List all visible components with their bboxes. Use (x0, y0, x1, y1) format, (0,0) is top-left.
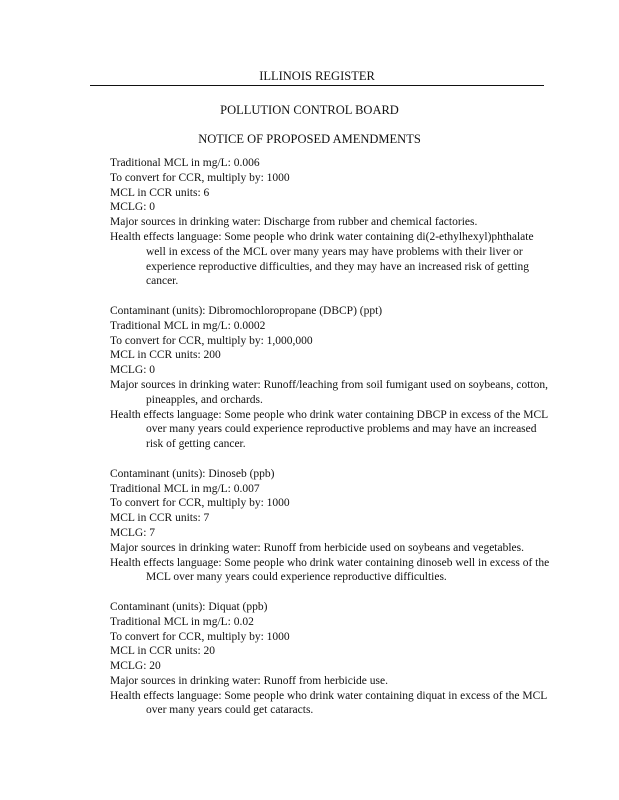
contaminant-block-dbcp (110, 304, 550, 452)
health-effects: Health effects language: Some people who drink water containing dinoseb well in excess of the MCL over many years could experience reproductive difficulties. (110, 556, 550, 584)
register-header: ILLINOIS REGISTER (90, 68, 544, 86)
contaminant-name: Contaminant (units): Diquat (ppb) (110, 600, 268, 613)
mclg: MCLG: 20 (110, 660, 161, 673)
major-sources: Major sources in drinking water: Runoff/leaching from soil fumigant used on soybeans, cotton, pineapples, and orchards. (110, 378, 548, 406)
traditional-mcl: Traditional MCL in mg/L: 0.02 (110, 615, 254, 628)
mclg: MCLG: 0 (110, 201, 156, 214)
contaminant-name: Contaminant (units): Dibromochloropropane (DBCP) (ppt) (110, 304, 383, 317)
ccr-conversion: To convert for CCR, multiply by: 1000 (110, 171, 290, 184)
mcl-ccr-units: MCL in CCR units: 7 (110, 512, 210, 525)
contaminant-block-diquat (110, 600, 550, 718)
health-effects: Health effects language: Some people who drink water containing di(2-ethylhexyl)phthalate well in excess of the MCL over many years may have problems with their liver or experience reproductive difficulties, and they may have an increased risk of getting cancer. (110, 230, 534, 288)
mcl-ccr-units: MCL in CCR units: 6 (110, 186, 210, 199)
contaminant-block-dinoseb (110, 467, 550, 585)
major-sources: Major sources in drinking water: Runoff from herbicide use. (110, 674, 388, 687)
ccr-conversion: To convert for CCR, multiply by: 1000 (110, 630, 290, 643)
board-title: POLLUTION CONTROL BOARD (220, 103, 399, 117)
health-effects: Health effects language: Some people who drink water containing diquat in excess of the MCL over many years could get cataracts. (110, 689, 547, 717)
traditional-mcl: Traditional MCL in mg/L: 0.0002 (110, 319, 266, 332)
major-sources: Major sources in drinking water: Discharge from rubber and chemical factories. (110, 216, 478, 229)
mcl-ccr-units: MCL in CCR units: 20 (110, 645, 216, 658)
document-body (110, 156, 550, 733)
notice-title: NOTICE OF PROPOSED AMENDMENTS (198, 132, 421, 146)
contaminant-name: Contaminant (units): Dinoseb (ppb) (110, 467, 275, 480)
mclg: MCLG: 7 (110, 526, 156, 539)
mclg: MCLG: 0 (110, 364, 156, 377)
ccr-conversion: To convert for CCR, multiply by: 1000 (110, 497, 290, 510)
traditional-mcl: Traditional MCL in mg/L: 0.007 (110, 482, 260, 495)
contaminant-block-dehp (110, 156, 550, 289)
major-sources: Major sources in drinking water: Runoff from herbicide used on soybeans and vegetables. (110, 541, 524, 554)
health-effects: Health effects language: Some people who drink water containing DBCP in excess of the MCL over many years could experience reproductive problems and may have an increased risk of getting cancer. (110, 408, 548, 451)
traditional-mcl: Traditional MCL in mg/L: 0.006 (110, 157, 260, 169)
mcl-ccr-units: MCL in CCR units: 200 (110, 349, 221, 362)
ccr-conversion: To convert for CCR, multiply by: 1,000,000 (110, 334, 313, 347)
